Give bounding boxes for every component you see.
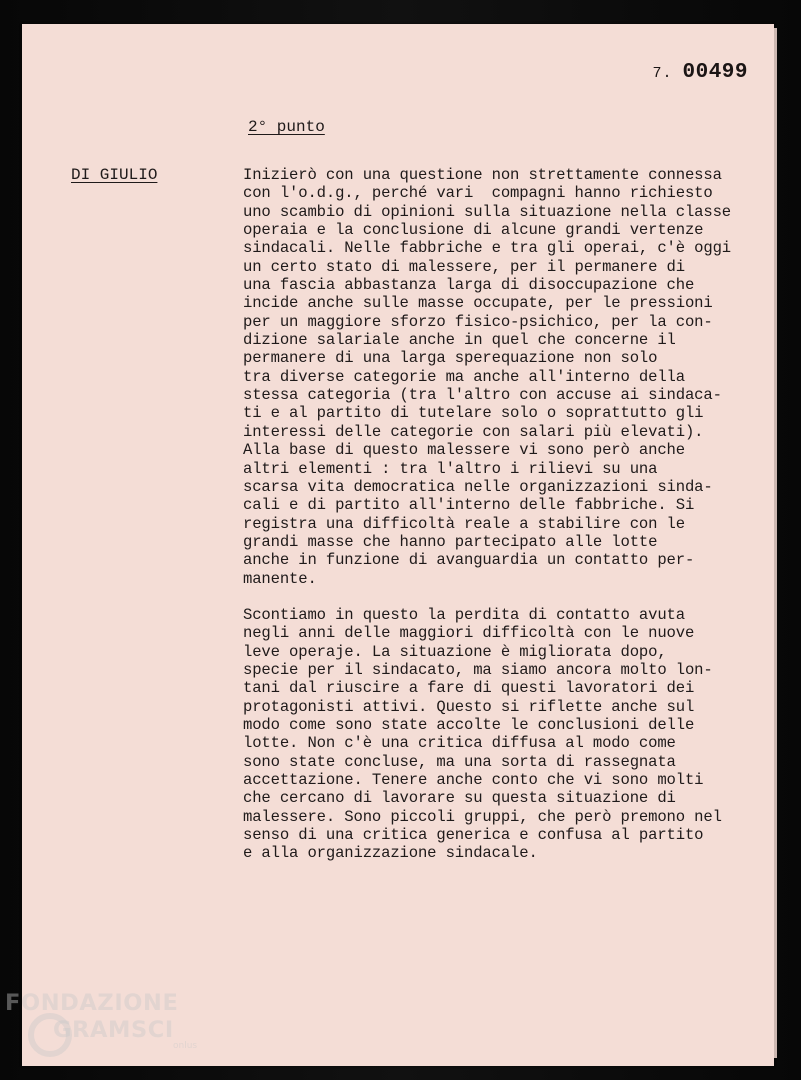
paragraph-1: [243, 166, 759, 588]
text-line: un certo stato di malessere, per il permanere di: [243, 257, 685, 276]
text-line: leve operaje. La situazione è migliorata dopo,: [243, 642, 667, 661]
text-line: ti e al partito di tutelare solo o soprattutto gli: [243, 404, 704, 423]
speech-text: [243, 166, 759, 863]
watermark-line-1: FONDAZIONE: [5, 990, 179, 1016]
text-line: una fascia abbastanza larga di disoccupazione che: [243, 276, 695, 295]
text-line: stessa categoria (tra l'altro con accuse ai sindaca-: [243, 386, 722, 405]
paragraph-2: [243, 606, 759, 863]
text-line: specie per il sindacato, ma siamo ancora molto lon-: [243, 660, 713, 679]
text-line: dizione salariale anche in quel che concerne il: [243, 331, 676, 350]
text-line: sindacali. Nelle fabbriche e tra gli operai, c'è oggi: [243, 239, 732, 258]
text-line: e alla organizzazione sindacale.: [243, 844, 538, 863]
page-number: 7.: [652, 65, 673, 82]
text-line: modo come sono state accolte le conclusioni delle: [243, 715, 695, 734]
document-page: [22, 24, 774, 1066]
text-line: registra una difficoltà reale a stabilire con le: [243, 514, 685, 533]
text-line: malessere. Sono piccoli gruppi, che però premono nel: [243, 807, 722, 826]
text-line: lotte. Non c'è una critica diffusa al modo come: [243, 734, 676, 753]
text-line: che cercano di lavorare su questa situazione di: [243, 789, 676, 808]
text-line: negli anni delle maggiori difficoltà con le nuove: [243, 624, 695, 643]
text-line: senso di una critica generica e confusa al partito: [243, 826, 704, 845]
text-line: sono state concluse, ma una sorta di rassegnata: [243, 752, 676, 771]
text-line: cali e di partito all'interno delle fabbriche. Si: [243, 496, 695, 515]
text-line: permanere di una larga sperequazione non solo: [243, 349, 667, 368]
text-line: interessi delle categorie con salari più elevati).: [243, 422, 704, 441]
text-line: anche in funzione di avanguardia un contatto per-: [243, 551, 695, 570]
archive-number: 00499: [682, 61, 748, 84]
text-line: incide anche sulle masse occupate, per le pressioni: [243, 294, 713, 313]
text-line: tra diverse categorie ma anche all'interno della: [243, 367, 685, 386]
text-line: Scontiamo in questo la perdita di contatto avuta: [243, 605, 685, 624]
watermark-onlus: onlus: [173, 1041, 198, 1051]
text-line: accettazione. Tenere anche conto che vi sono molti: [243, 771, 704, 789]
document-number: [652, 61, 748, 84]
text-line: grandi masse che hanno partecipato alle lotte: [243, 532, 658, 551]
text-line: uno scambio di opinioni sulla situazione nella classe: [243, 202, 732, 221]
page-edge: [774, 28, 777, 1058]
speaker-name: DI GIULIO: [71, 166, 158, 184]
section-title: 2° punto: [248, 118, 325, 136]
text-line: manente.: [243, 569, 317, 588]
text-line: per un maggiore sforzo fisico-psichico, per la con-: [243, 312, 713, 331]
text-line: con l'o.d.g., perché vari compagni hanno richiesto: [243, 184, 713, 203]
watermark-gramsci: GRAMSCI: [53, 1017, 174, 1043]
text-line: scarsa vita democratica nelle organizzazioni sinda-: [243, 477, 713, 496]
text-line: protagonisti attivi. Questo si riflette anche sul: [243, 697, 695, 716]
text-line: altri elementi : tra l'altro i rilievi su una: [243, 459, 658, 478]
text-line: Inizierò con una questione non strettamente connessa: [243, 166, 722, 184]
text-line: operaia e la conclusione di alcune grandi vertenze: [243, 221, 704, 240]
text-line: tani dal riuscire a fare di questi lavoratori dei: [243, 679, 695, 698]
text-line: Alla base di questo malessere vi sono però anche: [243, 441, 685, 460]
